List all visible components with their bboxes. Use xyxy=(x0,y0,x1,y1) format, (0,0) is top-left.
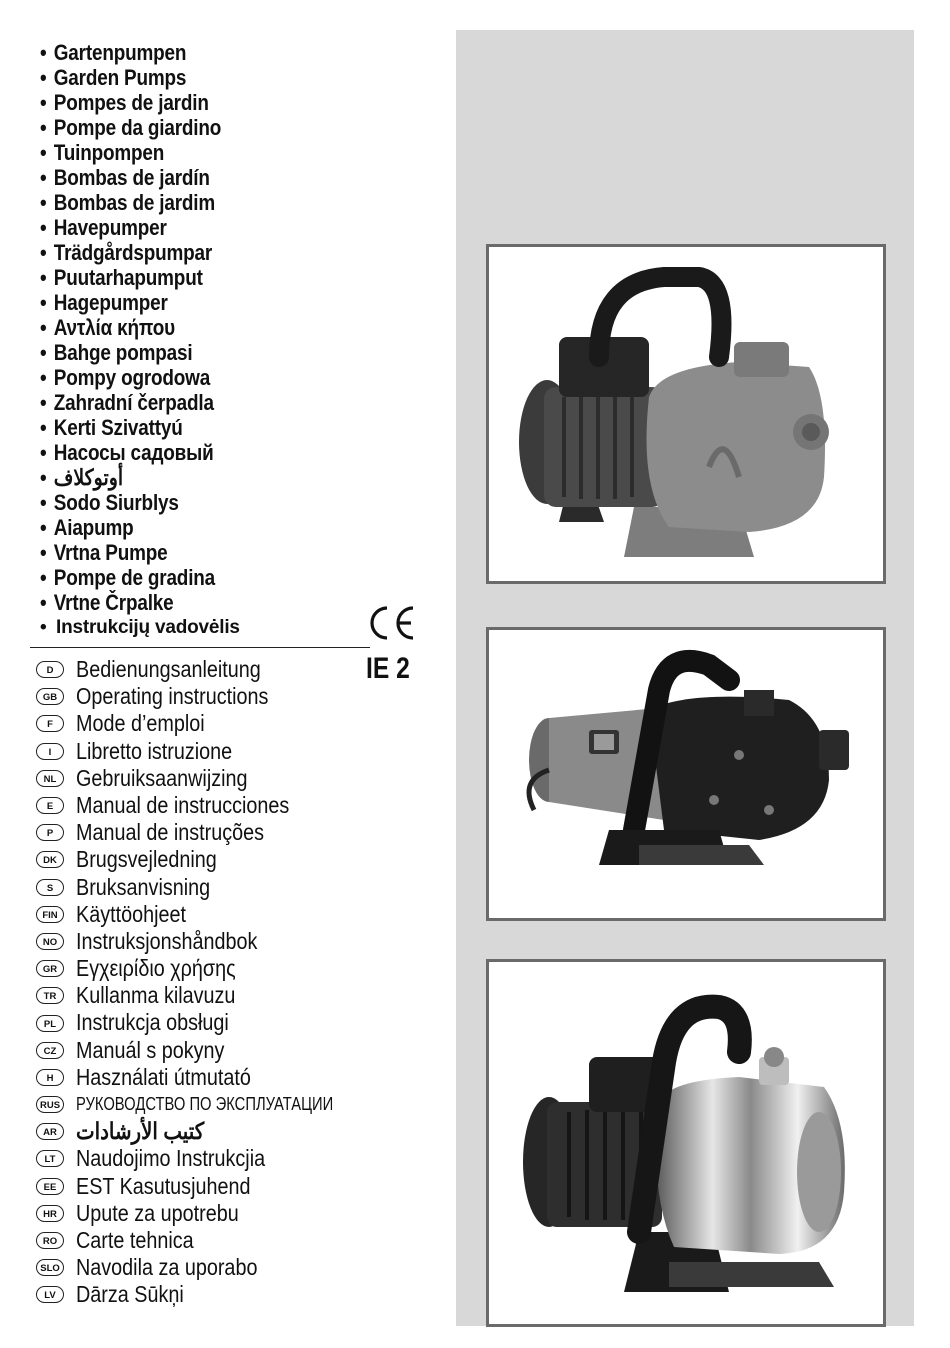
language-code-badge: AR xyxy=(36,1123,64,1140)
product-name: • Vrtna Pumpe xyxy=(40,540,168,565)
language-code-badge: CZ xyxy=(36,1042,64,1059)
language-code-badge: F xyxy=(36,715,64,732)
product-name: • Kerti Szivattyú xyxy=(40,415,183,440)
manual-title: Instrukcja obsługi xyxy=(76,1009,229,1036)
product-name: • Pompe da giardino xyxy=(40,115,222,140)
product-name: • Hagepumper xyxy=(40,290,168,315)
manual-title: Carte tehnica xyxy=(76,1226,194,1253)
manual-title: РУКОВОДСТВО ПО ЭКСПЛУАТАЦИИ xyxy=(76,1094,334,1114)
product-image-panel xyxy=(456,30,914,1326)
manual-title: Manuál s pokyny xyxy=(76,1036,225,1063)
product-name: • Puutarhapumput xyxy=(40,265,203,290)
manual-item xyxy=(36,1281,376,1308)
manual-item xyxy=(36,819,376,846)
manual-title: Gebruiksaanwijzing xyxy=(76,764,248,791)
product-name-list xyxy=(40,40,370,640)
manual-item xyxy=(36,792,376,819)
language-code-badge: HR xyxy=(36,1205,64,1222)
product-name: • Aiapump xyxy=(40,515,134,540)
manual-item xyxy=(36,846,376,873)
manual-item xyxy=(36,1145,376,1172)
manual-title: Manual de instruções xyxy=(76,819,265,846)
language-code-badge: D xyxy=(36,661,64,678)
manual-title: EST Kasutusjuhend xyxy=(76,1172,251,1199)
manual-title: Naudojimo Instrukcjia xyxy=(76,1145,266,1172)
product-name: • Zahradní čerpadla xyxy=(40,390,214,415)
product-name: • Αντλία κήπου xyxy=(40,315,175,340)
manual-item xyxy=(36,874,376,901)
product-name: • Насосы садовый xyxy=(40,440,214,465)
manual-title: Kullanma kilavuzu xyxy=(76,982,236,1009)
manual-item xyxy=(36,901,376,928)
manual-item xyxy=(36,738,376,765)
language-code-badge: GR xyxy=(36,960,64,977)
manual-title: Manual de instrucciones xyxy=(76,791,290,818)
language-code-badge: P xyxy=(36,824,64,841)
manual-item xyxy=(36,1227,376,1254)
product-name: • Vrtne Črpalke xyxy=(40,590,174,615)
language-code-badge: RO xyxy=(36,1232,64,1249)
pump-photo-3 xyxy=(486,959,886,1327)
product-name: • Bombas de jardim xyxy=(40,190,216,215)
manual-title: Libretto istruzione xyxy=(76,737,233,764)
language-code-badge: FIN xyxy=(36,906,64,923)
manual-item xyxy=(36,1064,376,1091)
manual-title: Upute za upotrebu xyxy=(76,1199,239,1226)
product-name: • Sodo Siurblys xyxy=(40,490,179,515)
manual-item xyxy=(36,1091,376,1118)
manual-item xyxy=(36,928,376,955)
garden-pump-icon xyxy=(489,247,883,581)
manual-title: Mode d’emploi xyxy=(76,710,205,737)
manual-item xyxy=(36,1200,376,1227)
manual-title: Instruksjonshåndbok xyxy=(76,927,258,954)
manual-title: Dārza Sūkņi xyxy=(76,1281,184,1308)
product-name: • Instrukcijų vadovėlis xyxy=(40,617,240,638)
manual-item xyxy=(36,710,376,737)
language-code-badge: I xyxy=(36,743,64,760)
manual-title: Használati útmutató xyxy=(76,1063,251,1090)
garden-pump-icon xyxy=(489,630,883,918)
product-name: • Gartenpumpen xyxy=(40,40,187,65)
language-code-badge: LT xyxy=(36,1150,64,1167)
manual-title: Käyttöohjeet xyxy=(76,900,186,927)
product-name: • Pompy ogrodowa xyxy=(40,365,211,390)
manual-title: Bedienungsanleitung xyxy=(76,656,261,682)
manual-title: Εγχειρίδιο χρήσης xyxy=(76,955,236,982)
manual-list xyxy=(36,656,376,1309)
manual-title: كتيب الأرشادات xyxy=(76,1118,205,1145)
language-code-badge: NL xyxy=(36,770,64,787)
language-code-badge: S xyxy=(36,879,64,896)
product-name: • Pompes de jardin xyxy=(40,90,209,115)
manual-item xyxy=(36,955,376,982)
manual-item xyxy=(36,1254,376,1281)
manual-item xyxy=(36,1037,376,1064)
manual-item xyxy=(36,683,376,710)
pump-photo-2 xyxy=(486,627,886,921)
language-code-badge: PL xyxy=(36,1015,64,1032)
language-code-badge: RUS xyxy=(36,1096,64,1113)
garden-pump-icon xyxy=(489,962,883,1324)
language-code-badge: SLO xyxy=(36,1259,64,1276)
product-name: • Garden Pumps xyxy=(40,65,187,90)
manual-item xyxy=(36,1118,376,1145)
language-code-badge: GB xyxy=(36,688,64,705)
manual-item xyxy=(36,765,376,792)
product-name: • Havepumper xyxy=(40,215,167,240)
model-label: IE 2 xyxy=(366,652,410,685)
section-divider xyxy=(30,647,370,648)
manual-item xyxy=(36,656,376,683)
ce-mark-icon xyxy=(368,604,416,642)
manual-title: Bruksanvisning xyxy=(76,873,211,900)
language-code-badge: EE xyxy=(36,1178,64,1195)
product-name: • Pompe de gradina xyxy=(40,565,216,590)
pump-photo-1 xyxy=(486,244,886,584)
product-name: • أوتوكلاف xyxy=(40,465,124,490)
product-name: • Bombas de jardín xyxy=(40,165,210,190)
manual-title: Brugsvejledning xyxy=(76,846,217,873)
manual-item xyxy=(36,1009,376,1036)
manual-item xyxy=(36,982,376,1009)
language-code-badge: H xyxy=(36,1069,64,1086)
manual-title: Navodila za uporabo xyxy=(76,1254,258,1281)
product-name: • Tuinpompen xyxy=(40,140,165,165)
language-code-badge: E xyxy=(36,797,64,814)
manual-title: Operating instructions xyxy=(76,683,269,710)
language-code-badge: NO xyxy=(36,933,64,950)
language-code-badge: DK xyxy=(36,851,64,868)
manual-item xyxy=(36,1173,376,1200)
product-name: • Bahge pompasi xyxy=(40,340,193,365)
language-code-badge: TR xyxy=(36,987,64,1004)
product-name: • Trädgårdspumpar xyxy=(40,240,213,265)
language-code-badge: LV xyxy=(36,1286,64,1303)
